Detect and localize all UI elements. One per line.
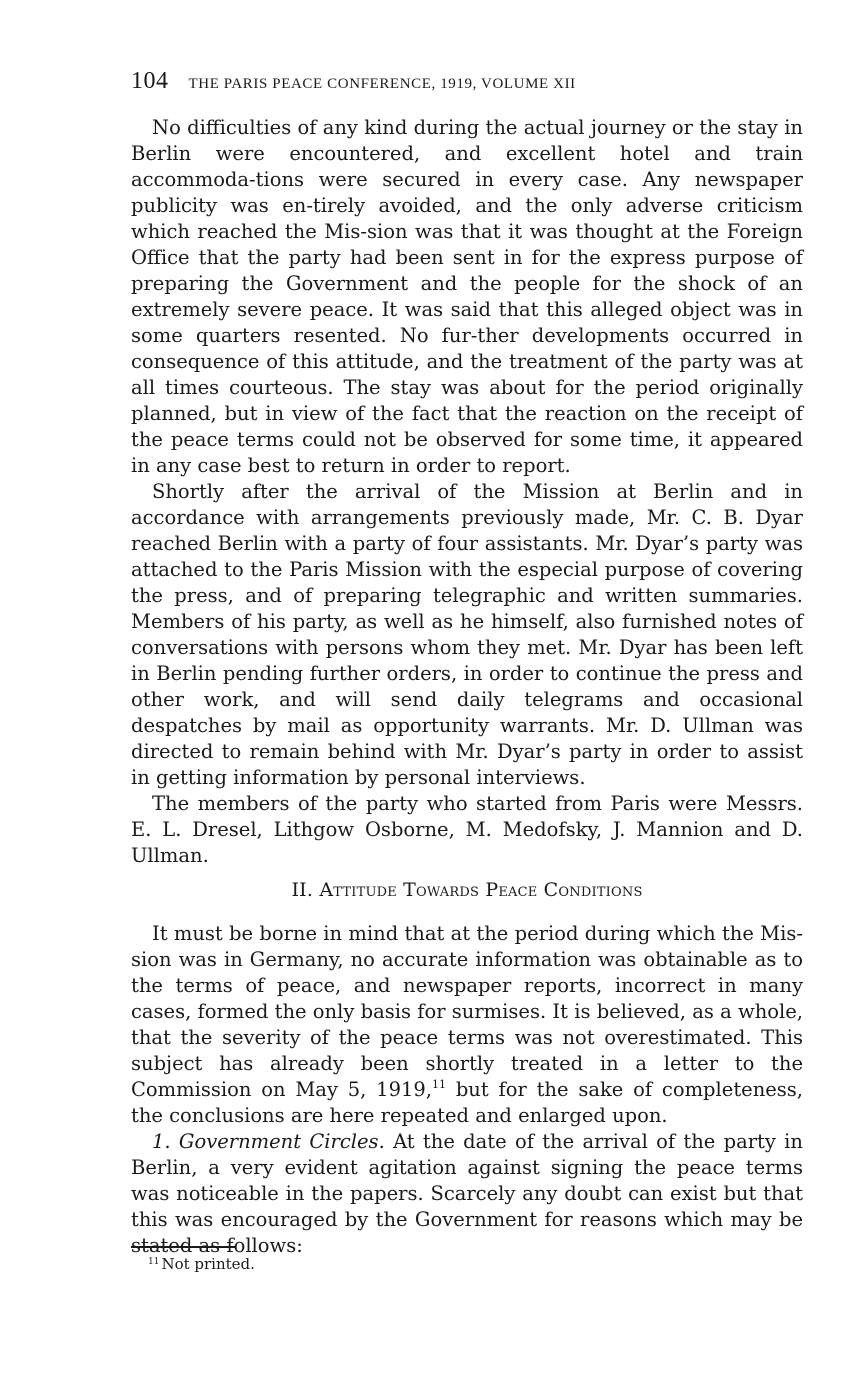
running-head-title: THE PARIS PEACE CONFERENCE, 1919, VOLUME XII <box>188 76 576 92</box>
running-header <box>131 68 803 95</box>
footnote-text: Not printed. <box>161 1255 255 1273</box>
paragraph-attitude-text-end: but for the sake of completeness, the conclusions are here repeated and enlarged upon. <box>131 1078 804 1127</box>
paragraph-attitude <box>131 921 803 1129</box>
paragraph-government-circles-text: At the date of the arrival of the party in Berlin, a very evident agitation against signing the peace terms was noticeable in the papers. Scarcely any doubt can exist but that this was encouraged by the Government for reasons which may be stated as follows: <box>131 1130 803 1257</box>
runin-heading: 1. Government Circles. <box>152 1130 385 1153</box>
footnote-number: 11 <box>148 1257 160 1267</box>
paragraph-government-circles <box>131 1129 803 1259</box>
main-text <box>131 115 803 1259</box>
paragraph-dyar-party: Shortly after the arrival of the Mission at Berlin and in accordance with arrangements previously made, Mr. C. B. Dyar reached Berlin with a party of four assistants. Mr. Dyar’s party was attached to the Paris Mission with the especial purpose of covering the press, and of preparing telegraphic and written summaries. Members of his party, as well as he himself, also furnished notes of conversations with persons whom they met. Mr. Dyar has been left in Berlin pending further orders, in order to continue the press and other work, and will send daily telegrams and occasional despatches by mail as opportunity warrants. Mr. D. Ullman was directed to remain behind with Mr. Dyar’s party in order to assist in getting information by personal interviews. <box>131 480 803 789</box>
footnote-reference: 11 <box>432 1078 447 1091</box>
footnote <box>148 1254 255 1274</box>
paragraph-party-members: The members of the party who started from Paris were Messrs. E. L. Dresel, Lithgow Osborne, M. Medofsky, J. Mannion and D. Ullman. <box>131 792 803 867</box>
section-heading: II. Attitude Towards Peace Conditions <box>291 879 643 901</box>
paragraph-attitude-text-start: It must be borne in mind that at the period during which the Mis-sion was in Germany, no accurate information was obtainable as to the terms of peace, and newspaper reports, incorrect in many cases, formed the only basis for surmises. It is believed, as a whole, that the severity of the peace terms was not overestimated. This subject has already been shortly treated in a letter to the Commission on May 5, 1919, <box>131 922 803 1101</box>
footnote-rule <box>131 1246 235 1248</box>
page-number: 104 <box>131 68 169 94</box>
paragraph-journey: No difficulties of any kind during the actual journey or the stay in Berlin were encountered, and excellent hotel and train accommoda-tions were secured in every case. Any newspaper publicity was en-tirely avoided, and the only adverse criticism which reached the Mis-sion was that it was thought at the Foreign Office that the party had been sent in for the express purpose of preparing the Government and the people for the shock of an extremely severe peace. It was said that this alleged object was in some quarters resented. No fur-ther developments occurred in consequence of this attitude, and the treatment of the party was at all times courteous. The stay was about for the period originally planned, but in view of the fact that the reaction on the receipt of the peace terms could not be observed for some time, it appeared in any case best to return in order to report. <box>131 116 803 477</box>
